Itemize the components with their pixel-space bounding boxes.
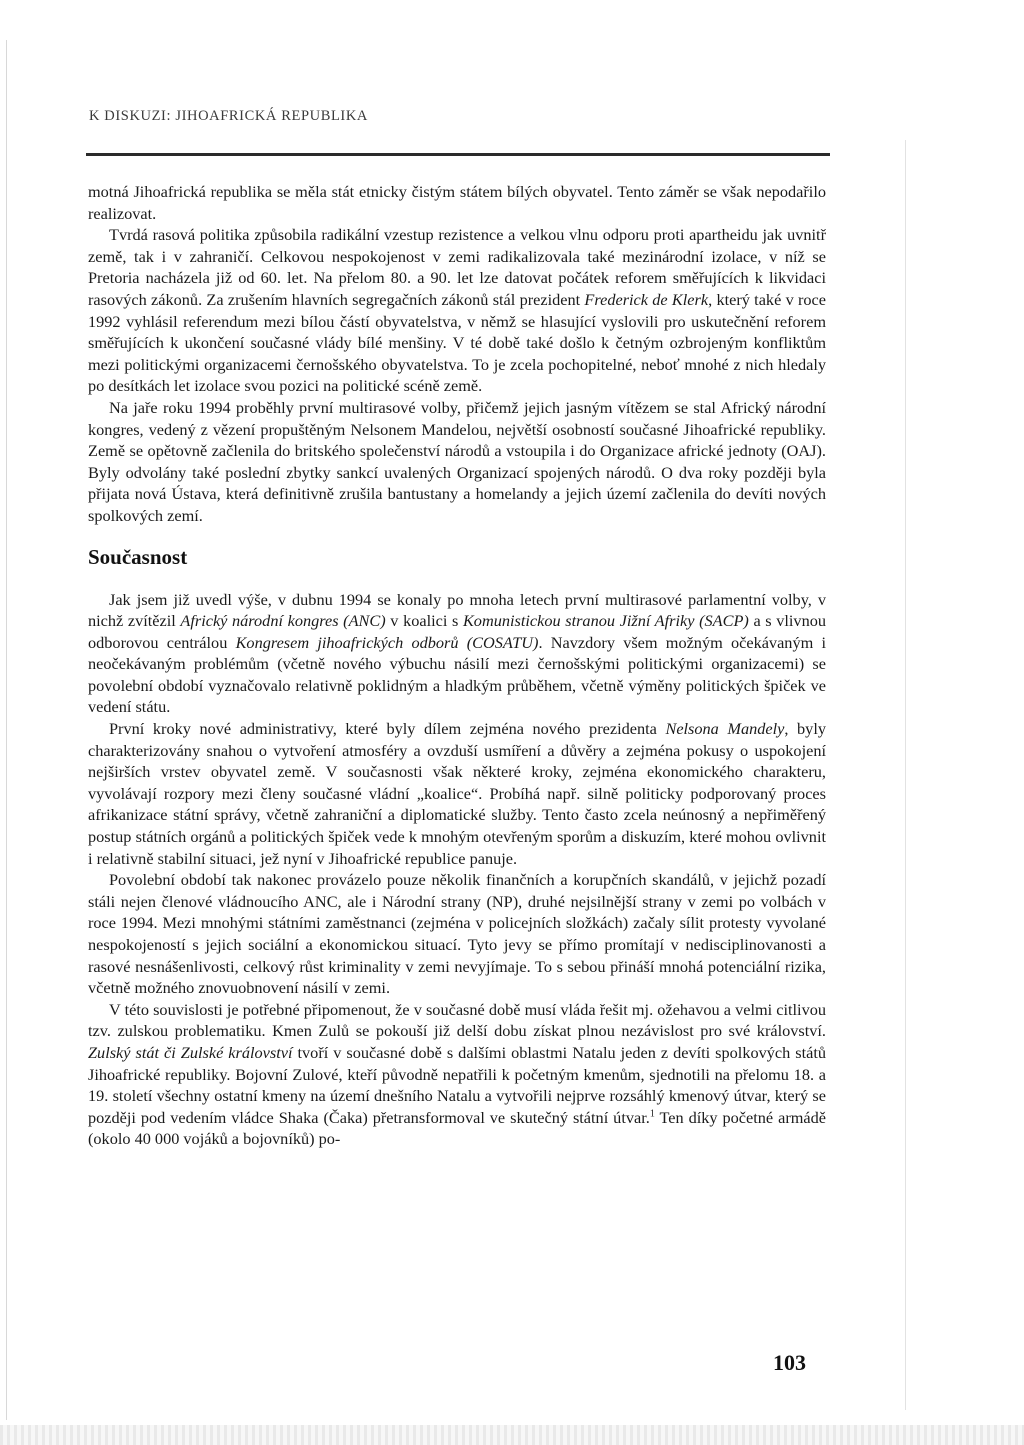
paragraph-4-emphasis-1: Africký národní kongres (ANC) — [180, 611, 386, 631]
page-edge-right — [905, 140, 906, 1410]
body-text — [88, 181, 826, 1150]
running-header: K DISKUZI: JIHOAFRICKÁ REPUBLIKA — [89, 108, 368, 124]
paragraph-6: Povolební období tak nakonec provázelo pouze několik finančních a korupčních skandálů, v jejichž pozadí stáli nejen členové vládnoucího ANC, ale i Národní strany (NP), druhé nejsilnější strany v zemi po volbách v roce 1994. Mezi mnohými státními zaměstnanci (zejména v policejních složkách) začaly sílit protesty vyvolané nespokojeností s jejich sociální a ekonomickou situací. Tyto jevy se přímo promítají v nedisciplinovanosti a rasové nesnášenlivosti, celkový růst kriminality v zemi nevyjímaje. To s sebou přináší mnohá potenciální rizika, včetně možného znovuobnovení násilí v zemi. — [88, 870, 826, 998]
paragraph-1: motná Jihoafrická republika se měla stát etnicky čistým státem bílých obyvatel. Tento záměr se však nepodařilo realizovat. — [88, 182, 826, 223]
paragraph-5 — [88, 718, 826, 869]
paragraph-2-part-a: Tvrdá rasová politika způsobila radikální vzestup rezistence a velkou vlnu odporu proti apartheidu jak uvnitř země, tak i v zahraničí. Celkovou nespokojenost v zemi radikalizovala také mezinárodní izolace, v níž se Pretoria nacházela již od 60. let. Na přelom 80. a 90. let lze datovat počátek reforem směřujících k likvidaci rasových zákonů. Za zrušením hlavních segregačních zákonů stál prezident — [88, 225, 826, 309]
paragraph-7 — [88, 999, 826, 1150]
paragraph-5-part-b: , byly charakterizovány snahou o vytvoření atmosféry a ovzduší usmíření a důvěry a zejména pokusy o uspokojení nejširších vrstev obyvatel země. V současnosti však některé kroky, zejména ekonomického charakteru, vyvolávají rozpory mezi členy současné vládní „koalice“. Probíhá např. silně politicky podporovaný proces afrikanizace státní správy, včetně zahraniční a diplomatické služby. Tento často zcela neúnosný a nepřiměřený postup státních orgánů a politických špiček vede k mnohým otevřeným sporům a diskuzím, které mohou ovlivnit i relativně stabilní situaci, jež nyní v Jihoafrické republice panuje. — [88, 719, 826, 868]
paragraph-2 — [88, 224, 826, 397]
paragraph-4-part-a: Jak jsem již uvedl výše, v dubnu 1994 se konaly po mnoha letech první multirasové parlamentní volby, v nichž zvítězil — [88, 589, 826, 631]
paragraph-5-part-a: První kroky nové administrativy, které byly dílem zejména nového prezidenta — [109, 719, 666, 739]
paragraph-7-part-c: Ten díky početné armádě (okolo 40 000 vojáků a bojovníků) po- — [88, 1107, 826, 1149]
paragraph-4-part-d: . Navzdory všem možným očekávaným i neočekávaným problémům (včetně nového výbuchu násilí mezi černošskými politickými organizacemi) se povolební období vyznačovalo relativně poklidným a hladkým průběhem, včetně výměny politických špiček ve vedení státu. — [88, 632, 826, 717]
paragraph-2-emphasis-1: Frederick de Klerk — [584, 289, 709, 309]
paragraph-7-emphasis-1: Zulský stát či Zulské království — [88, 1042, 293, 1062]
paragraph-7-part-a: V této souvislosti je potřebné připomenout, že v současné době musí vláda řešit mj. ožehavou a velmi citlivou tzv. zulskou problematiku. Kmen Zulů se pokouší již delší dobu získat plnou nezávislost pro své království. — [88, 999, 826, 1041]
paragraph-3: Na jaře roku 1994 proběhly první multirasové volby, přičemž jejich jasným vítězem se stal Africký národní kongres, vedený z vězení propuštěným Nelsonem Mandelou, největší osobností současné Jihoafrické republiky. Země se opětovně začlenila do britského společenství národů a vstoupila i do Organizace africké jednoty (OAJ). Byly odvolány také poslední zbytky sankcí uvalených Organizací spojených národů. O dva roky později byla přijata nová Ústava, která definitivně zrušila bantustany a homelandy a jejich území začlenila do devíti nových spolkových zemí. — [88, 397, 826, 525]
header-rule — [86, 153, 830, 156]
paragraph-4-emphasis-2: Komunistickou stranou Jižní Afriky (SACP) — [462, 611, 749, 631]
paragraph-5-emphasis-1: Nelsona Mandely — [665, 719, 785, 739]
footnote-marker: 1 — [649, 1108, 655, 1120]
page-number: 103 — [773, 1350, 806, 1375]
paragraph-4 — [88, 589, 826, 719]
section-heading: Současnost — [88, 544, 188, 569]
scan-bottom-edge — [0, 1425, 1024, 1445]
paragraph-4-emphasis-3: Kongresem jihoafrických odborů (COSATU) — [235, 632, 539, 652]
paragraph-7-part-b: tvoří v současné době s dalšími oblastmi Natalu jeden z devíti spolkových států Jihoafrické republiky. Bojovní Zulové, kteří původně nepatřili k početným kmenům, sjednotili na přelomu 18. a 19. století všechny ostatní kmeny na území dnešního Natalu a vytvořili nejprve rozsáhlý kmenový útvar, který se později pod vedením vládce Shaka (Čaka) přetransformoval ve skutečný státní útvar. — [88, 1042, 827, 1127]
paragraph-4-part-b: v koalici s — [385, 611, 463, 631]
paragraph-4-part-c: a s vlivnou odborovou centrálou — [88, 611, 826, 652]
page-edge-left — [6, 40, 7, 1420]
paragraph-2-part-b: , který také v roce 1992 vyhlásil referendum mezi bílou částí obyvatelstva, v němž se hlasující vyslovili pro uskutečnění reforem směřujících k ukončení současné vlády bílé menšiny. V té době také došlo k četným ozbrojeným konfliktům mezi politickými organizacemi černošského obyvatelstva. To je zcela pochopitelné, neboť mnohé z nich hledaly po desítkách let izolace svou pozici na politické scéně země. — [88, 289, 827, 396]
